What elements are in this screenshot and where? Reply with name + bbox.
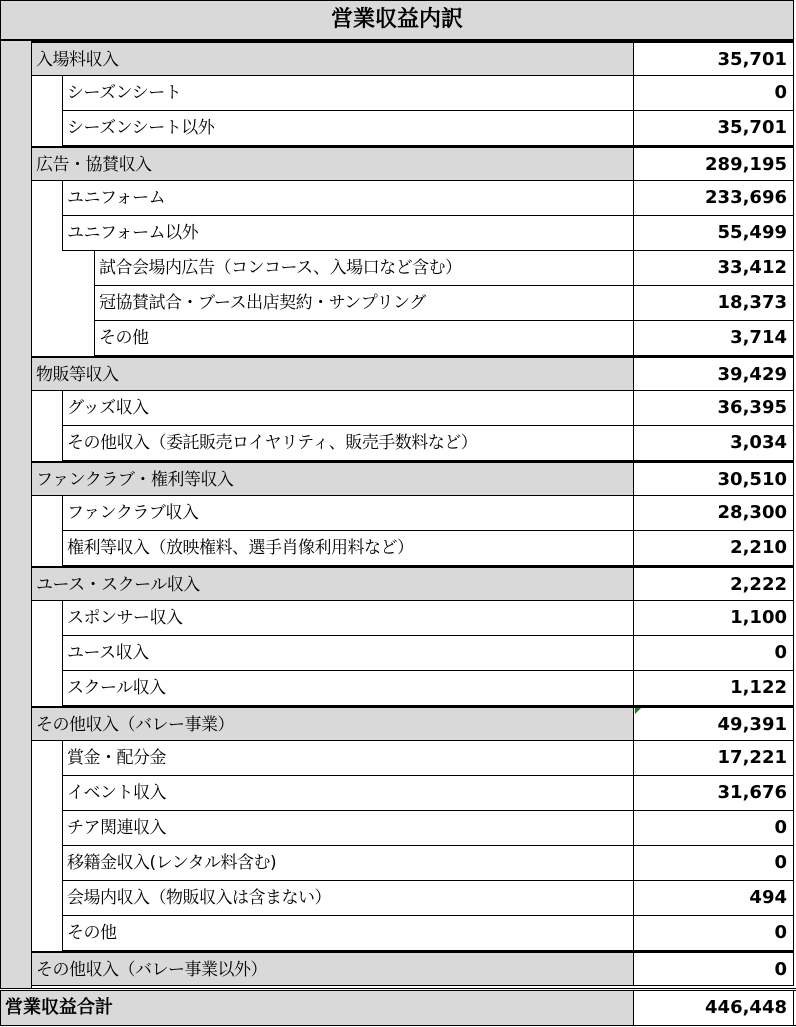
row-label: 広告・協賛収入: [32, 146, 634, 181]
row-value: 35,701: [634, 41, 794, 76]
row-value: 3,714: [634, 321, 794, 356]
row-label: その他収入（バレー事業）: [32, 706, 634, 741]
row-value: 18,373: [634, 286, 794, 321]
revenue-table: [0, 41, 796, 986]
indent-spacer: [32, 181, 63, 216]
indent-spacer: [32, 741, 63, 776]
indent-spacer: [32, 636, 63, 671]
row-label: チア関連収入: [63, 811, 634, 846]
row-label: ファンクラブ・権利等収入: [32, 461, 634, 496]
indent-spacer: [32, 286, 95, 321]
row-value: 1,100: [634, 601, 794, 636]
indent-spacer: [32, 531, 63, 566]
row-label: 移籍金収入(レンタル料含む): [63, 846, 634, 881]
indent-spacer: [32, 426, 63, 461]
row-value: 39,429: [634, 356, 794, 391]
row-value: 0: [634, 951, 794, 986]
row-label: ユース・スクール収入: [32, 566, 634, 601]
cell-note-indicator: [635, 708, 641, 714]
row-value: 289,195: [634, 146, 794, 181]
row-value: 35,701: [634, 111, 794, 146]
indent-spacer: [32, 111, 63, 146]
indent-spacer: [32, 76, 63, 111]
row-value: 31,676: [634, 776, 794, 811]
row-label: スポンサー収入: [63, 601, 634, 636]
row-value: 0: [634, 846, 794, 881]
row-value: 2,210: [634, 531, 794, 566]
indent-spacer: [32, 496, 63, 531]
indent-spacer: [32, 881, 63, 916]
row-label: その他: [95, 321, 634, 356]
row-label: 会場内収入（物販収入は含まない）: [63, 881, 634, 916]
table-title: 営業収益内訳: [0, 0, 794, 41]
row-value: 0: [634, 636, 794, 671]
row-value: 30,510: [634, 461, 794, 496]
row-value: 0: [634, 916, 794, 951]
row-label: イベント収入: [63, 776, 634, 811]
indent-spacer: [32, 321, 95, 356]
row-value: 3,034: [634, 426, 794, 461]
row-label: 権利等収入（放映権料、選手肖像利用料など）: [63, 531, 634, 566]
indent-spacer: [32, 391, 63, 426]
row-label: スクール収入: [63, 671, 634, 706]
row-value: 233,696: [634, 181, 794, 216]
row-value: 0: [634, 76, 794, 111]
row-value: 28,300: [634, 496, 794, 531]
row-value: 49,391: [634, 706, 794, 741]
row-label: 賞金・配分金: [63, 741, 634, 776]
indent-spacer: [32, 776, 63, 811]
total-label: 営業収益合計: [0, 991, 634, 1025]
row-value: 36,395: [634, 391, 794, 426]
total-row: [0, 988, 796, 1026]
indent-spacer: [32, 671, 63, 706]
row-label: その他: [63, 916, 634, 951]
row-label: グッズ収入: [63, 391, 634, 426]
row-label: 入場料収入: [32, 41, 634, 76]
row-label: シーズンシート以外: [63, 111, 634, 146]
row-label: ファンクラブ収入: [63, 496, 634, 531]
row-value: 1,122: [634, 671, 794, 706]
row-label: シーズンシート: [63, 76, 634, 111]
row-value: 494: [634, 881, 794, 916]
row-value: 2,222: [634, 566, 794, 601]
row-label: ユニフォーム: [63, 181, 634, 216]
row-value: 0: [634, 811, 794, 846]
indent-spacer: [32, 916, 63, 951]
row-label: 物販等収入: [32, 356, 634, 391]
row-value: 33,412: [634, 251, 794, 286]
row-label: 試合会場内広告（コンコース、入場口など含む）: [95, 251, 634, 286]
indent-spacer: [32, 601, 63, 636]
total-value: 446,448: [634, 991, 794, 1025]
indent-spacer: [32, 216, 63, 251]
indent-spacer: [32, 811, 63, 846]
row-label: 冠協賛試合・ブース出店契約・サンプリング: [95, 286, 634, 321]
row-label: その他収入（委託販売ロイヤリティ、販売手数料など）: [63, 426, 634, 461]
indent-spacer: [32, 251, 95, 286]
row-value: 55,499: [634, 216, 794, 251]
row-label: ユース収入: [63, 636, 634, 671]
indent-spacer: [32, 846, 63, 881]
row-label: その他収入（バレー事業以外）: [32, 951, 634, 986]
row-label: ユニフォーム以外: [63, 216, 634, 251]
row-value: 17,221: [634, 741, 794, 776]
